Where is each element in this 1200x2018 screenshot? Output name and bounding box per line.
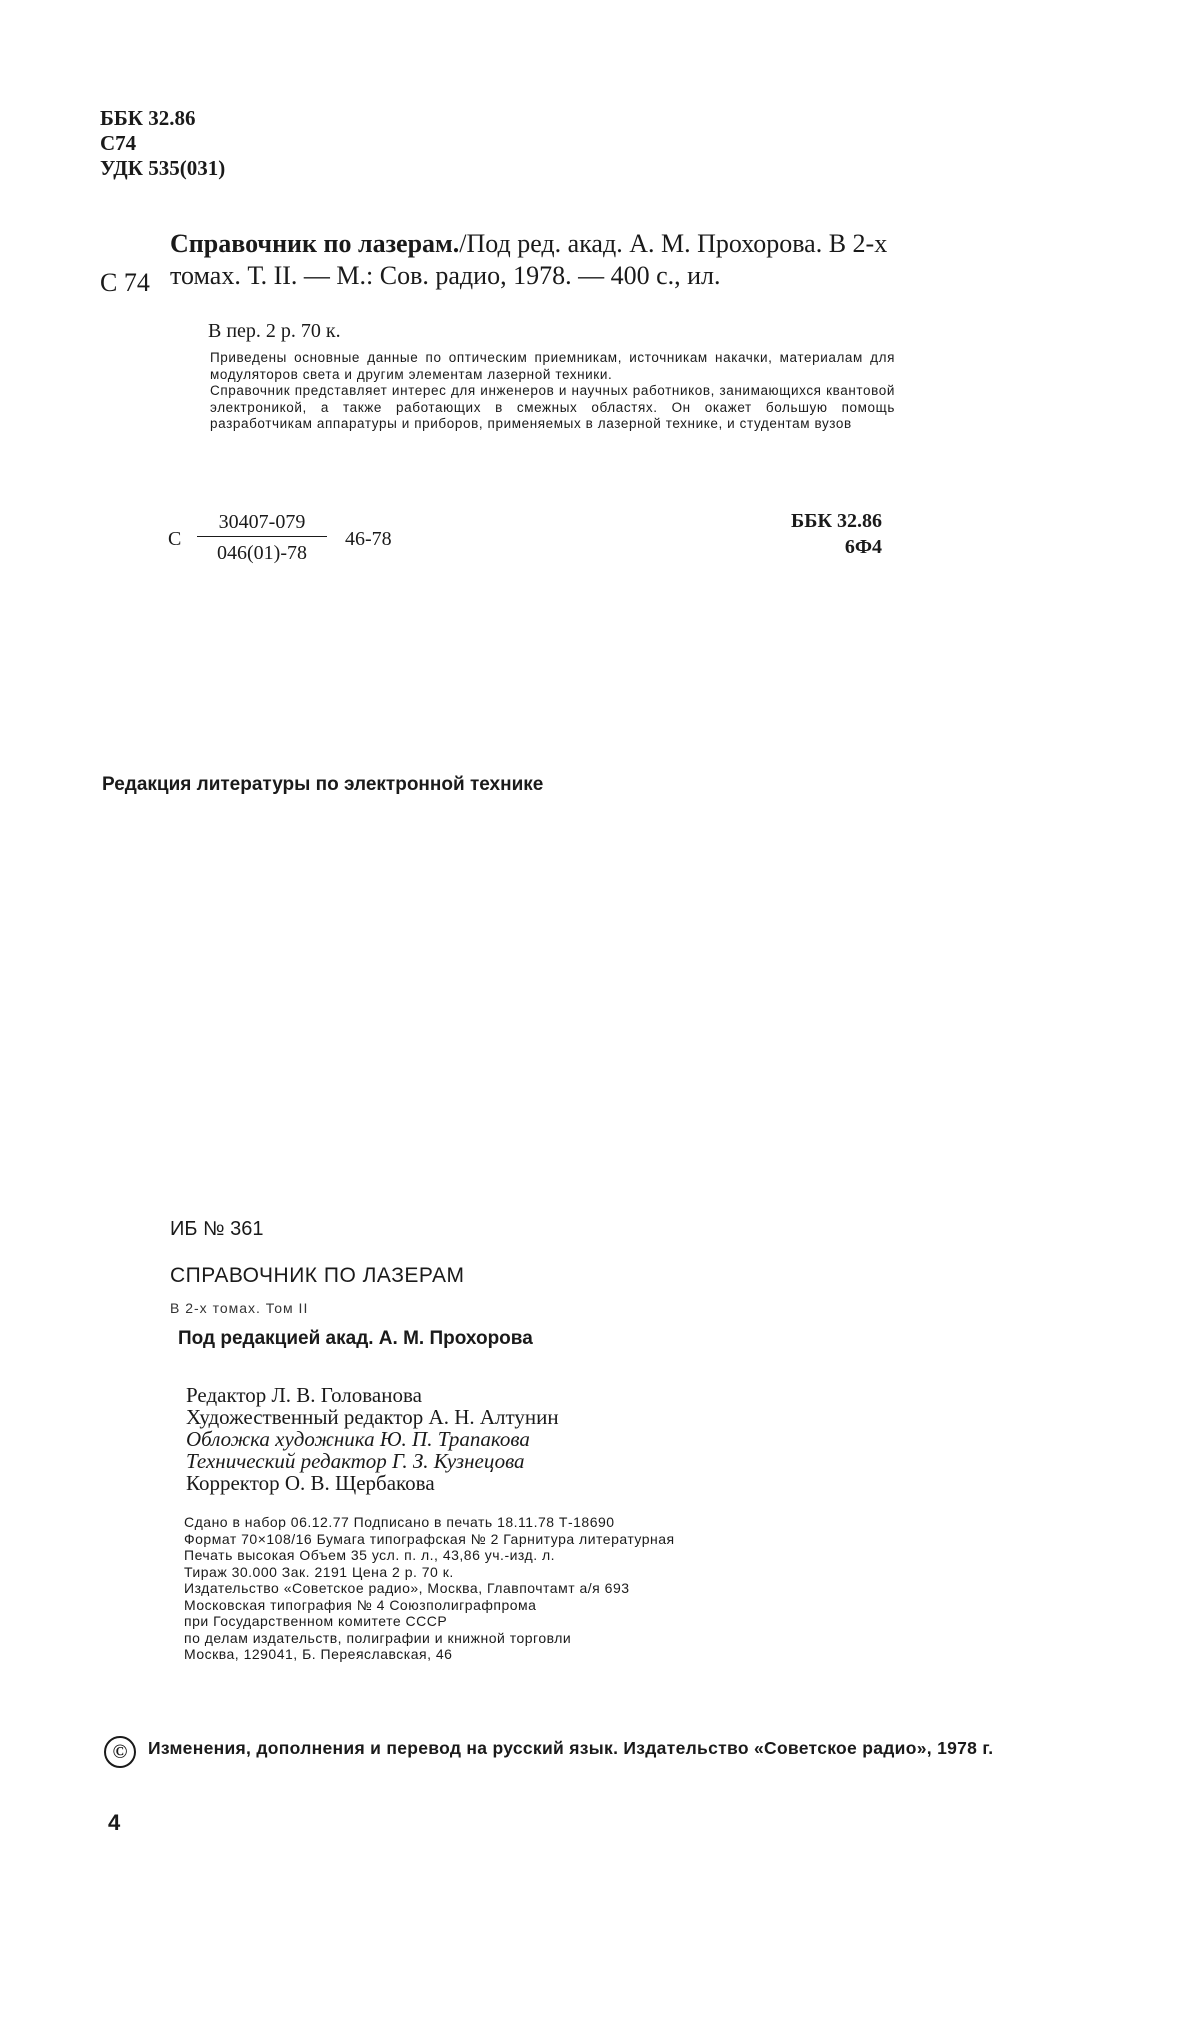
imprint-block bbox=[184, 1514, 675, 1663]
staff-art-editor: Художественный редактор А. Н. Алтунин bbox=[186, 1405, 559, 1429]
imprint-line: Московская типография № 4 Союзполиграфпрома bbox=[184, 1596, 537, 1613]
entry-title: Справочник по лазерам. bbox=[170, 229, 460, 258]
ib-number: ИБ № 361 bbox=[170, 1218, 264, 1240]
entry-details: /Под ред. акад. А. М. Прохорова. В 2-х томах. Т. II. — М.: Сов. радио, 1978. — 400 с., ил. bbox=[170, 229, 888, 290]
index-numerator: 30407-079 bbox=[197, 510, 327, 537]
colophon-volumes: В 2-х томах. Том II bbox=[170, 1300, 309, 1316]
udk-code: УДК 535(031) bbox=[100, 156, 226, 180]
catalog-codes bbox=[100, 106, 225, 181]
index-letter: С bbox=[168, 528, 182, 550]
imprint-line: Формат 70×108/16 Бумага типографская № 2 Гарнитура литературная bbox=[184, 1530, 675, 1547]
annotation-paragraph-1: Приведены основные данные по оптическим приемникам, источникам накачки, материалам для модуляторов света и другим элементам лазерной техники. bbox=[210, 350, 895, 382]
bbk-code: ББК 32.86 bbox=[100, 106, 196, 130]
edition-office: Редакция литературы по электронной технике bbox=[102, 774, 544, 795]
price-line: В пер. 2 р. 70 к. bbox=[208, 320, 341, 342]
annotation-paragraph-2: Справочник представляет интерес для инженеров и научных работников, занимающихся квантовой электроникой, а также работающих в смежных областях. Он окажет большую помощь разработчикам аппаратуры и приборов, применяемых в лазерной технике, и студентам вузов bbox=[210, 383, 895, 431]
colophon-editor-line: Под редакцией акад. А. М. Прохорова bbox=[178, 1328, 533, 1349]
imprint-line: Москва, 129041, Б. Переяславская, 46 bbox=[184, 1646, 453, 1662]
imprint-line: Издательство «Советское радио», Москва, Главпочтамт а/я 693 bbox=[184, 1580, 630, 1596]
page-number: 4 bbox=[108, 1810, 121, 1835]
imprint-line: по делам издательств, полиграфии и книжной торговли bbox=[184, 1629, 572, 1646]
imprint-line: Тираж 30.000 Зак. 2191 Цена 2 р. 70 к. bbox=[184, 1563, 454, 1580]
copyright-notice: Изменения, дополнения и перевод на русский язык. Издательство «Советское радио», 1978 г. bbox=[148, 1738, 994, 1758]
index-bbk bbox=[752, 508, 882, 560]
staff-list bbox=[186, 1384, 559, 1494]
imprint-line: при Государственном комитете СССР bbox=[184, 1613, 448, 1629]
staff-proofreader: Корректор О. В. Щербакова bbox=[186, 1471, 435, 1495]
entry-mark: С 74 bbox=[100, 268, 150, 297]
index-fraction bbox=[197, 510, 327, 565]
staff-tech-editor: Технический редактор Г. З. Кузнецова bbox=[186, 1449, 525, 1473]
copyright-icon: © bbox=[104, 1736, 136, 1768]
bibliographic-entry bbox=[170, 228, 890, 292]
staff-cover-artist: Обложка художника Ю. П. Трапакова bbox=[186, 1427, 530, 1451]
index-bbk-code: ББК 32.86 bbox=[791, 510, 882, 532]
index-denominator: 046(01)-78 bbox=[217, 542, 307, 564]
imprint-line: Сдано в набор 06.12.77 Подписано в печать 18.11.78 Т-18690 bbox=[184, 1514, 615, 1530]
author-mark: С74 bbox=[100, 131, 137, 155]
imprint-line: Печать высокая Объем 35 усл. п. л., 43,86 уч.-изд. л. bbox=[184, 1547, 556, 1563]
index-suffix: 46-78 bbox=[345, 528, 392, 550]
index-bbk-class: 6Ф4 bbox=[844, 536, 882, 558]
colophon-book-title: СПРАВОЧНИК ПО ЛАЗЕРАМ bbox=[170, 1264, 465, 1287]
annotation bbox=[210, 350, 895, 433]
staff-editor: Редактор Л. В. Голованова bbox=[186, 1383, 422, 1407]
